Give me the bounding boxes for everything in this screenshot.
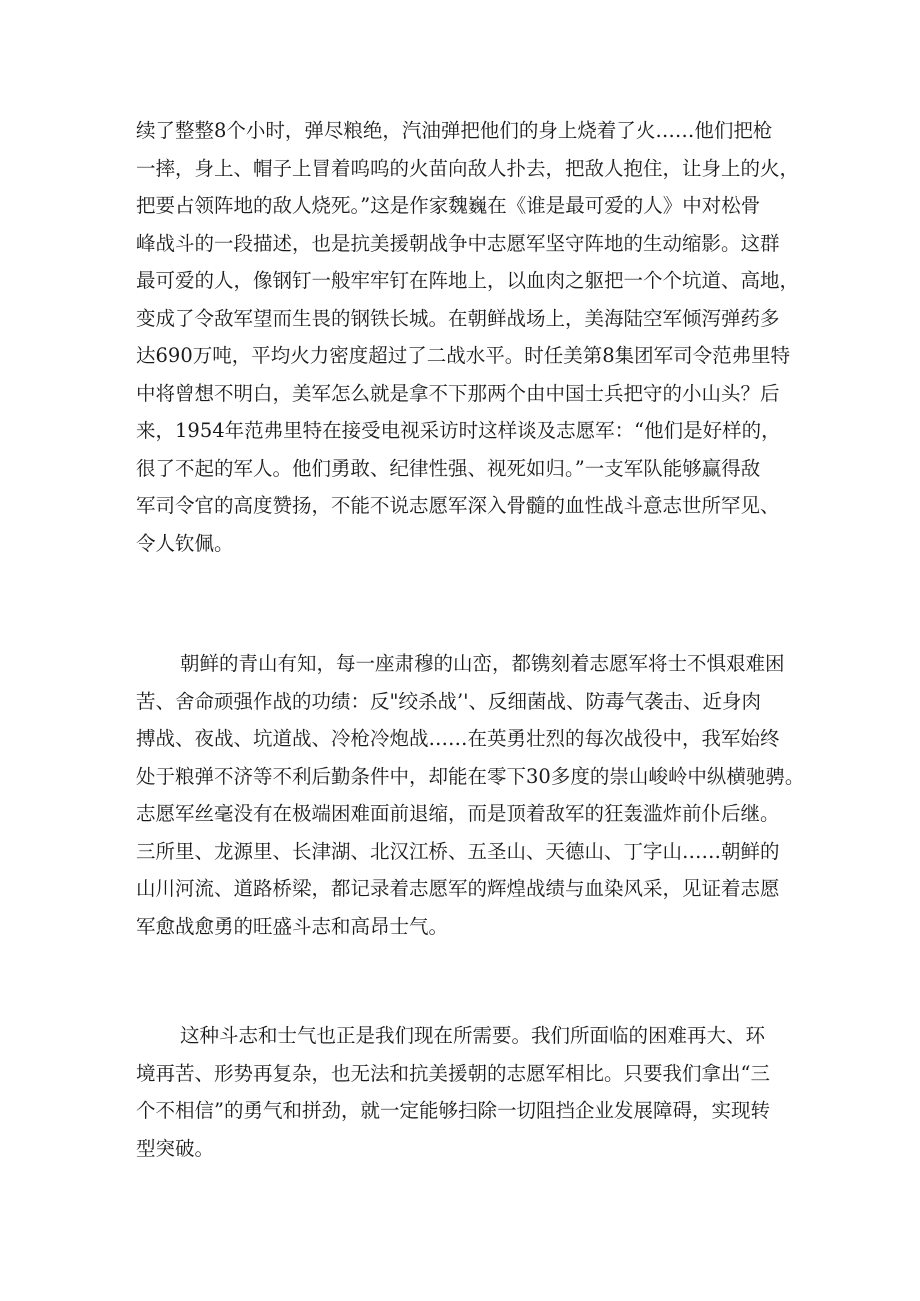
paragraph-line: 朝鲜的青山有知，每一座肃穆的山峦，都镌刻着志愿军将士不惧艰难困 [180, 652, 785, 675]
paragraph-line: 这种斗志和士气也正是我们现在所需要。我们所面临的困难再大、环 [180, 1024, 766, 1047]
paragraph-line: 达690万吨，平均火力密度超过了二战水平。时任美第8集团军司令范弗里特 [136, 344, 791, 367]
paragraph-line: 型突破。 [136, 1136, 215, 1160]
paragraph-line: 续了整整8个小时，弹尽粮绝，汽油弹把他们的身上烧着了火……他们把枪 [136, 119, 773, 142]
paragraph-line: 三所里、龙源里、长津湖、北汉江桥、五圣山、天德山、丁字山……朝鲜的 [136, 839, 780, 863]
paragraph-line: 境再苦、形势再复杂，也无法和抗美援朝的志愿军相比。只要我们拿出“三 [136, 1061, 770, 1085]
paragraph-1 [136, 112, 800, 562]
paragraph-line: 山川河流、道路桥梁，都记录着志愿军的辉煌战绩与血染风采，见证着志愿 [136, 877, 780, 900]
paragraph-line: 令人钦佩。 [136, 531, 234, 555]
paragraph-line: 中将曾想不明白，美军怎么就是拿不下那两个由中国士兵把守的小山头？后 [136, 381, 780, 405]
paragraph-3 [136, 1017, 796, 1167]
paragraph-line: 把要占领阵地的敌人烧死。”这是作家魏巍在《谁是最可爱的人》中对松骨 [136, 194, 761, 217]
paragraph-2 [136, 645, 805, 945]
paragraph-line: 来，1954年范弗里特在接受电视采访时这样谈及志愿军：“他们是好样的， [136, 419, 781, 442]
paragraph-line: 苦、舍命顽强作战的功绩：反"绞杀战’'、反细菌战、防毒气袭击、近身肉 [136, 689, 762, 713]
paragraph-line: 志愿军丝毫没有在极端困难面前退缩，而是顶着敌军的狂轰滥炸前仆后继。 [136, 802, 780, 825]
paragraph-line: 变成了令敌军望而生畏的钢铁长城。在朝鲜战场上，美海陆空军倾泻弹药多 [136, 306, 780, 330]
paragraph-line: 个不相信”的勇气和拼劲，就一定能够扫除一切阻挡企业发展障碍，实现转 [136, 1099, 770, 1122]
paragraph-line: 军司令官的高度赞扬，不能不说志愿军深入骨髓的血性战斗意志世所罕见、 [136, 494, 780, 517]
paragraph-line: 峰战斗的一段描述，也是抗美援朝战争中志愿军坚守阵地的生动缩影。这群 [136, 231, 780, 255]
paragraph-line: 军愈战愈勇的旺盛斗志和高昂士气。 [136, 914, 449, 938]
paragraph-line: 一摔，身上、帽子上冒着呜呜的火苗向敌人扑去，把敌人抱住，让身上的火， [136, 156, 800, 180]
paragraph-line: 最可爱的人，像钢钉一般牢牢钉在阵地上，以血肉之躯把一个个坑道、高地， [136, 269, 800, 292]
paragraph-line: 处于粮弹不济等不利后勤条件中，却能在零下30多度的崇山峻岭中纵横驰骋。 [136, 764, 805, 788]
paragraph-line: 很了不起的军人。他们勇敢、纪律性强、视死如归。”一支军队能够赢得敌 [136, 456, 761, 480]
paragraph-line: 搏战、夜战、坑道战、冷枪冷炮战……在英勇壮烈的每次战役中，我军始终 [136, 727, 780, 750]
